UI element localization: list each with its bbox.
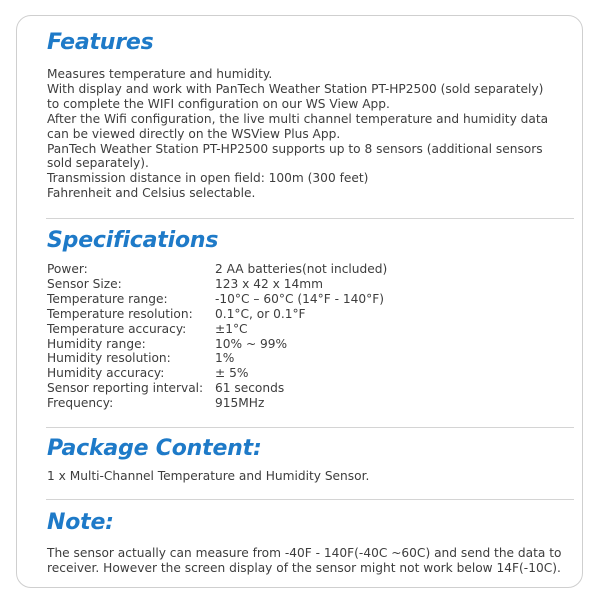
spec-value: -10°C – 60°C (14°F - 140°F) [215,291,384,306]
spec-label: Sensor Size: [47,276,122,291]
features-heading: Features [47,30,154,55]
spec-label: Temperature range: [47,291,168,306]
features-line: Fahrenheit and Celsius selectable. [47,186,256,201]
note-heading: Note: [47,510,114,535]
spec-value: 123 x 42 x 14mm [215,276,323,291]
features-line: PanTech Weather Station PT-HP2500 supports up to 8 sensors (additional sensors [47,141,543,156]
spec-label: Humidity range: [47,336,146,351]
specifications-heading: Specifications [47,228,219,253]
spec-row [47,262,387,277]
spec-value: 61 seconds [215,381,285,396]
features-line: With display and work with PanTech Weather Station PT-HP2500 (sold separately) [47,81,544,96]
features-line: sold separately). [47,156,149,171]
spec-label: Temperature resolution: [47,306,193,321]
spec-row [47,396,387,411]
section-divider [46,499,574,500]
spec-value: 2 AA batteries(not included) [215,262,388,276]
spec-row [47,277,387,292]
features-line: Transmission distance in open field: 100m (300 feet) [47,171,369,186]
note-text [47,546,562,576]
spec-label: Frequency: [47,396,114,411]
features-line: Measures temperature and humidity. [47,67,273,81]
spec-value: ±1°C [215,321,248,336]
spec-value: 915MHz [215,396,265,411]
section-divider [46,427,574,428]
features-line: After the Wifi configuration, the live multi channel temperature and humidity data [47,111,549,126]
spec-value: ± 5% [215,366,249,381]
note-line: receiver. However the screen display of the sensor might not work below 14F(-10C). [47,560,561,575]
spec-row [47,307,387,322]
spec-row [47,322,387,337]
spec-label: Power: [47,262,88,276]
spec-row [47,337,387,352]
spec-value: 1% [215,351,235,366]
features-line: can be viewed directly on the WSView Plus App. [47,126,341,141]
note-line: The sensor actually can measure from -40F - 140F(-40C ~60C) and send the data to [47,546,562,560]
specifications-table [47,262,387,411]
spec-label: Sensor reporting interval: [47,381,204,396]
spec-value: 0.1°C, or 0.1°F [215,306,306,321]
spec-row [47,366,387,381]
package-content-text: 1 x Multi-Channel Temperature and Humidity Sensor. [47,469,370,483]
product-info-card [16,15,583,588]
spec-label: Temperature accuracy: [47,321,187,336]
spec-row [47,381,387,396]
section-divider [46,218,574,219]
features-line: to complete the WIFI configuration on our WS View App. [47,96,390,111]
spec-row [47,351,387,366]
spec-label: Humidity accuracy: [47,366,165,381]
features-list [47,67,548,201]
package-content-heading: Package Content: [47,436,262,461]
spec-row [47,292,387,307]
spec-value: 10% ~ 99% [215,336,288,351]
spec-label: Humidity resolution: [47,351,171,366]
